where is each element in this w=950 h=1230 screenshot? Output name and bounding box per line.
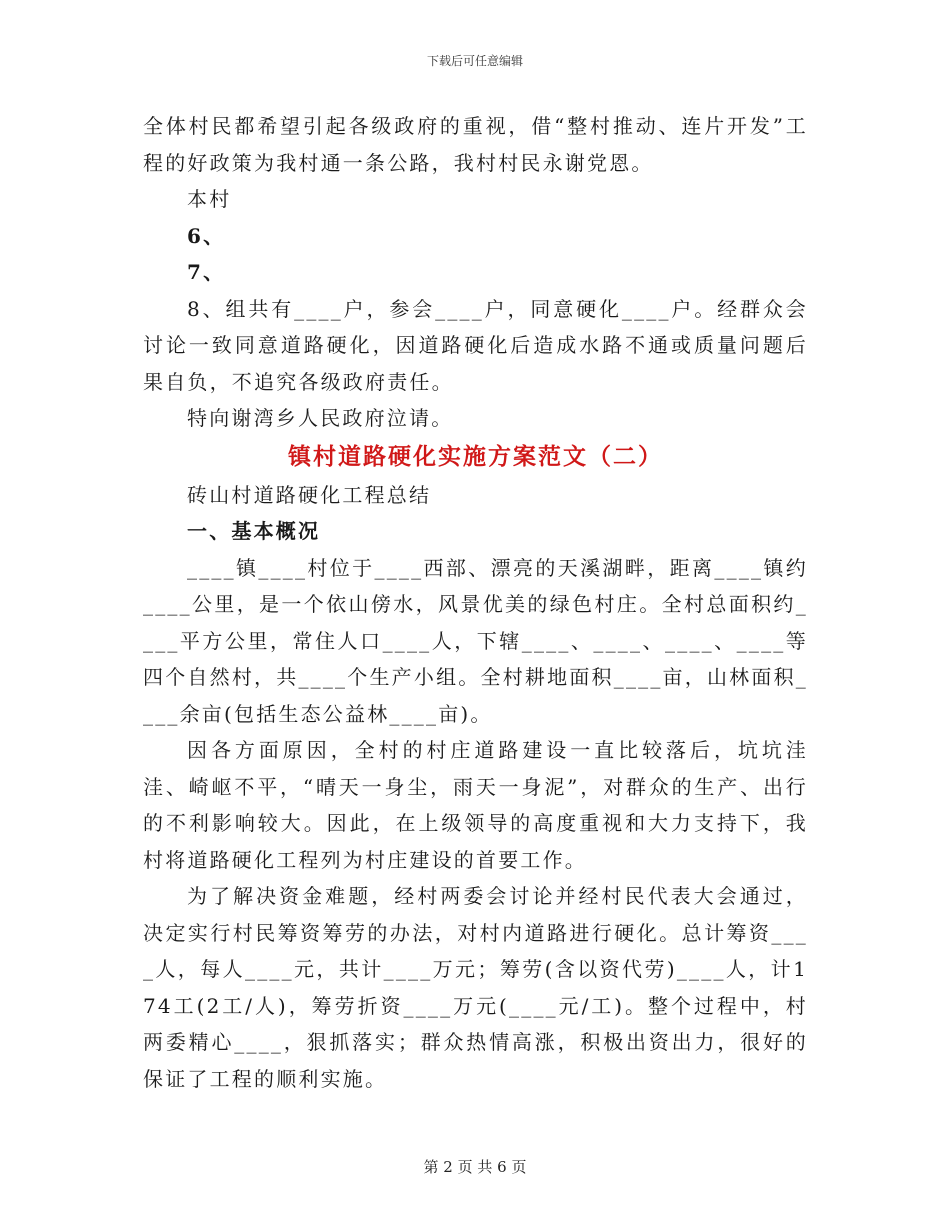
page-header: 下载后可任意编辑 xyxy=(426,54,523,68)
paragraph: 因各方面原因，全村的村庄道路建设一直比较落后，坑坑洼洼、崎岖不平，“晴天一身尘，雨天一身泥”，对群众的生产、出行的不利影响较大。因此，在上级领导的高度重视和大力支持下，我村将道路硬化工程列为村庄建设的首要工作。 xyxy=(143,738,808,872)
paragraph: 为了解决资金难题，经村两委会讨论并经村民代表大会通过，决定实行村民筹资筹劳的办法，对村内道路进行硬化。总计筹资____人，每人____元，共计____万元；筹劳(含以资代劳)____人，计174工(2工/人)，筹劳折资____万元(____元/工)。整个过程中，村两委精心____，狠抓落实；群众热情高涨，积极出资出力，很好的保证了工程的顺利实施。 xyxy=(143,884,808,1091)
subtitle: 砖山村道路硬化工程总结 xyxy=(187,482,432,507)
document-body xyxy=(143,108,808,1097)
section-title: 镇村道路硬化实施方案范文（二） xyxy=(288,442,663,470)
section-heading: 一、基本概况 xyxy=(187,519,321,543)
page-footer: 第 2 页 共 6 页 xyxy=(423,1158,527,1176)
paragraph: 全体村民都希望引起各级政府的重视，借“整村推动、连片开发”工程的好政策为我村通一条公路，我村村民永谢党恩。 xyxy=(143,114,808,175)
paragraph: 本村 xyxy=(187,187,232,211)
list-number: 7、 xyxy=(187,260,226,284)
list-number: 6、 xyxy=(187,223,226,248)
paragraph: ____镇____村位于____西部、漂亮的天溪湖畔，距离____镇约____公里，是一个依山傍水，风景优美的绿色村庄。全村总面积约____平方公里，常住人口____人，下辖____、____、____、____等四个自然村，共____个生产小组。全村耕地面积____亩，山林面积____余亩(包括生态公益林____亩)。 xyxy=(143,555,808,726)
paragraph: 8、组共有____户，参会____户，同意硬化____户。经群众会讨论一致同意道路硬化，因道路硬化后造成水路不通或质量问题后果自负，不追究各级政府责任。 xyxy=(143,296,808,394)
paragraph: 特向谢湾乡人民政府泣请。 xyxy=(187,406,454,430)
